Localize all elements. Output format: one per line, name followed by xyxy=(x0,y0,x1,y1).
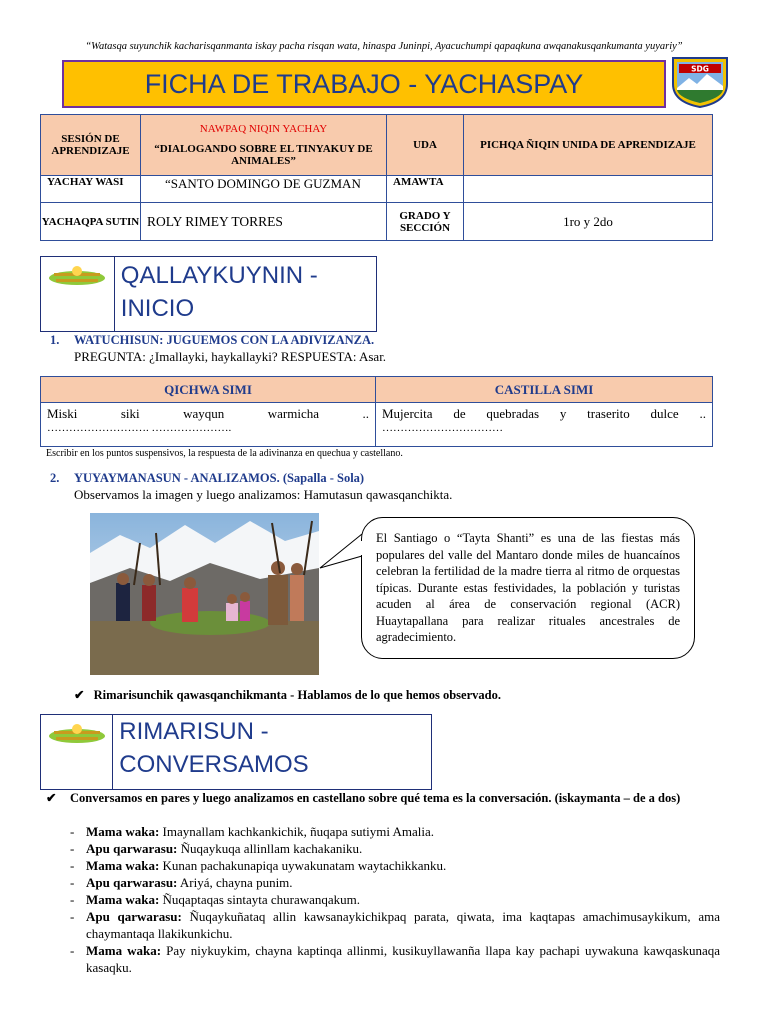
section-inicio-title: QALLAYKUYNIN - INICIO xyxy=(120,262,318,322)
grade-value: 1ro y 2do xyxy=(464,203,713,241)
teacher-label: AMAWTA xyxy=(387,176,464,203)
castilla-riddle: Mujercita de quebradas y traserito dulce .. xyxy=(382,406,706,421)
item2-instruction: Observamos la imagen y luego analizamos: Hamutasun qawasqanchikta. xyxy=(74,487,453,502)
qichwa-header: QICHWA SIMI xyxy=(41,377,376,403)
section-inicio-header xyxy=(40,256,377,332)
riddle-table xyxy=(40,376,713,447)
session-label: SESIÓN DE APRENDIZAJE xyxy=(41,115,141,176)
school-logo xyxy=(667,54,733,108)
school-label: YACHAY WASI xyxy=(41,176,141,203)
school-value: “SANTO DOMINGO DE GUZMAN xyxy=(141,176,387,203)
page-title-box xyxy=(62,60,666,108)
check-icon: ✔ xyxy=(46,791,57,805)
dialogue-list xyxy=(40,823,720,976)
qichwa-answer-blank[interactable]: ………………………. …………………. xyxy=(47,422,232,434)
session-name: “DIALOGANDO SOBRE EL TINYAKUY DE ANIMALES” xyxy=(154,143,373,167)
discussion-prompt: Rimarisunchik qawasqanchikmanta - Hablamos de lo que hemos observado. xyxy=(93,688,501,702)
castilla-header: CASTILLA SIMI xyxy=(376,377,713,403)
page-title: FICHA DE TRABAJO - YACHASPAY xyxy=(144,69,584,99)
castilla-answer-blank[interactable]: …………………………… xyxy=(382,422,503,434)
item1-number: 1. xyxy=(50,333,60,347)
dialogue-line: - Mama waka: Kunan pachakunapiqa uywakunatam waytachikkanku. xyxy=(40,857,720,874)
student-value: ROLY RIMEY TORRES xyxy=(141,203,387,241)
bubble-text: El Santiago o “Tayta Shanti” es una de las fiestas más populares del valle del Mantaro donde miles de huancaínos celebran la fertilidad de la madre tierra al ritmo de orquestas típicas. Durante estas festividades, la población y turistas acuden al área de conservación regional (ACR) Huaytapallana para realizar rituales ancestrales de agradecimiento. xyxy=(376,531,680,644)
uda-value: PICHQA ÑIQIN UNIDA DE APRENDIZAJE xyxy=(464,115,713,176)
dialogue-line: - Apu qarwarasu: Ariyá, chayna punim. xyxy=(40,874,720,891)
qichwa-riddle: Miski siki wayqun warmicha .. xyxy=(47,406,369,421)
festival-photo xyxy=(90,513,319,675)
session-info-table xyxy=(40,114,713,241)
section-icon xyxy=(41,715,113,789)
speech-bubble xyxy=(361,517,695,659)
dialogue-line: - Apu qarwarasu: Ñuqaykuqa allinllam kachakaniku. xyxy=(40,840,720,857)
logo-text: SDG xyxy=(691,64,709,74)
section-rimarisun-header xyxy=(40,714,432,790)
section-icon xyxy=(41,257,115,331)
item2-number: 2. xyxy=(50,471,60,485)
check-icon: ✔ xyxy=(74,688,85,702)
header-quote: “Watasqa suyunchik kacharisqanmanta iskay pacha risqan wata, hinaspa Juninpi, Ayacuchumpi qapaqkuna awqanakusqankumanta yuyariy” xyxy=(85,41,683,52)
uda-label: UDA xyxy=(387,115,464,176)
table-note: Escribir en los puntos suspensivos, la respuesta de la adivinanza en quechua y castellano. xyxy=(46,448,403,459)
section-rimarisun-title: RIMARISUN - CONVERSAMOS xyxy=(119,718,309,778)
conversation-instruction: Conversamos en pares y luego analizamos en castellano sobre qué tema es la conversación. (iskaymanta – de a dos) xyxy=(70,791,681,805)
session-name-red: NAWPAQ NIQIN YACHAY xyxy=(199,123,328,135)
dialogue-line: - Mama waka: Ñuqaptaqas sintayta churawanqakum. xyxy=(40,891,720,908)
item2-heading: YUYAYMANASUN - ANALIZAMOS. (Sapalla - Sola) xyxy=(74,471,365,485)
grade-label: GRADO Y SECCIÓN xyxy=(387,203,464,241)
item1-question: PREGUNTA: ¿Imallayki, haykallayki? RESPUESTA: Asar. xyxy=(74,349,387,364)
dialogue-line: - Apu qarwarasu: Ñuqaykuñataq allin kawsanaykichikpaq parata, qiwata, ima kaqtapas amachimusaykikum, ama chaymantaqa llakikunkichu. xyxy=(40,908,720,942)
student-label: YACHAQPA SUTIN xyxy=(41,203,141,241)
teacher-value xyxy=(464,176,713,203)
item1-heading: WATUCHISUN: JUGUEMOS CON LA ADIVIZANZA. xyxy=(74,333,375,347)
dialogue-line: - Mama waka: Imaynallam kachkankichik, ñuqapa sutiymi Amalia. xyxy=(40,823,720,840)
dialogue-line: - Mama waka: Pay niykuykim, chayna kaptinqa allinmi, kusikuyllawanña llapa kay pachapi uywakuna kawqaskunaqa kasaqku. xyxy=(40,942,720,976)
